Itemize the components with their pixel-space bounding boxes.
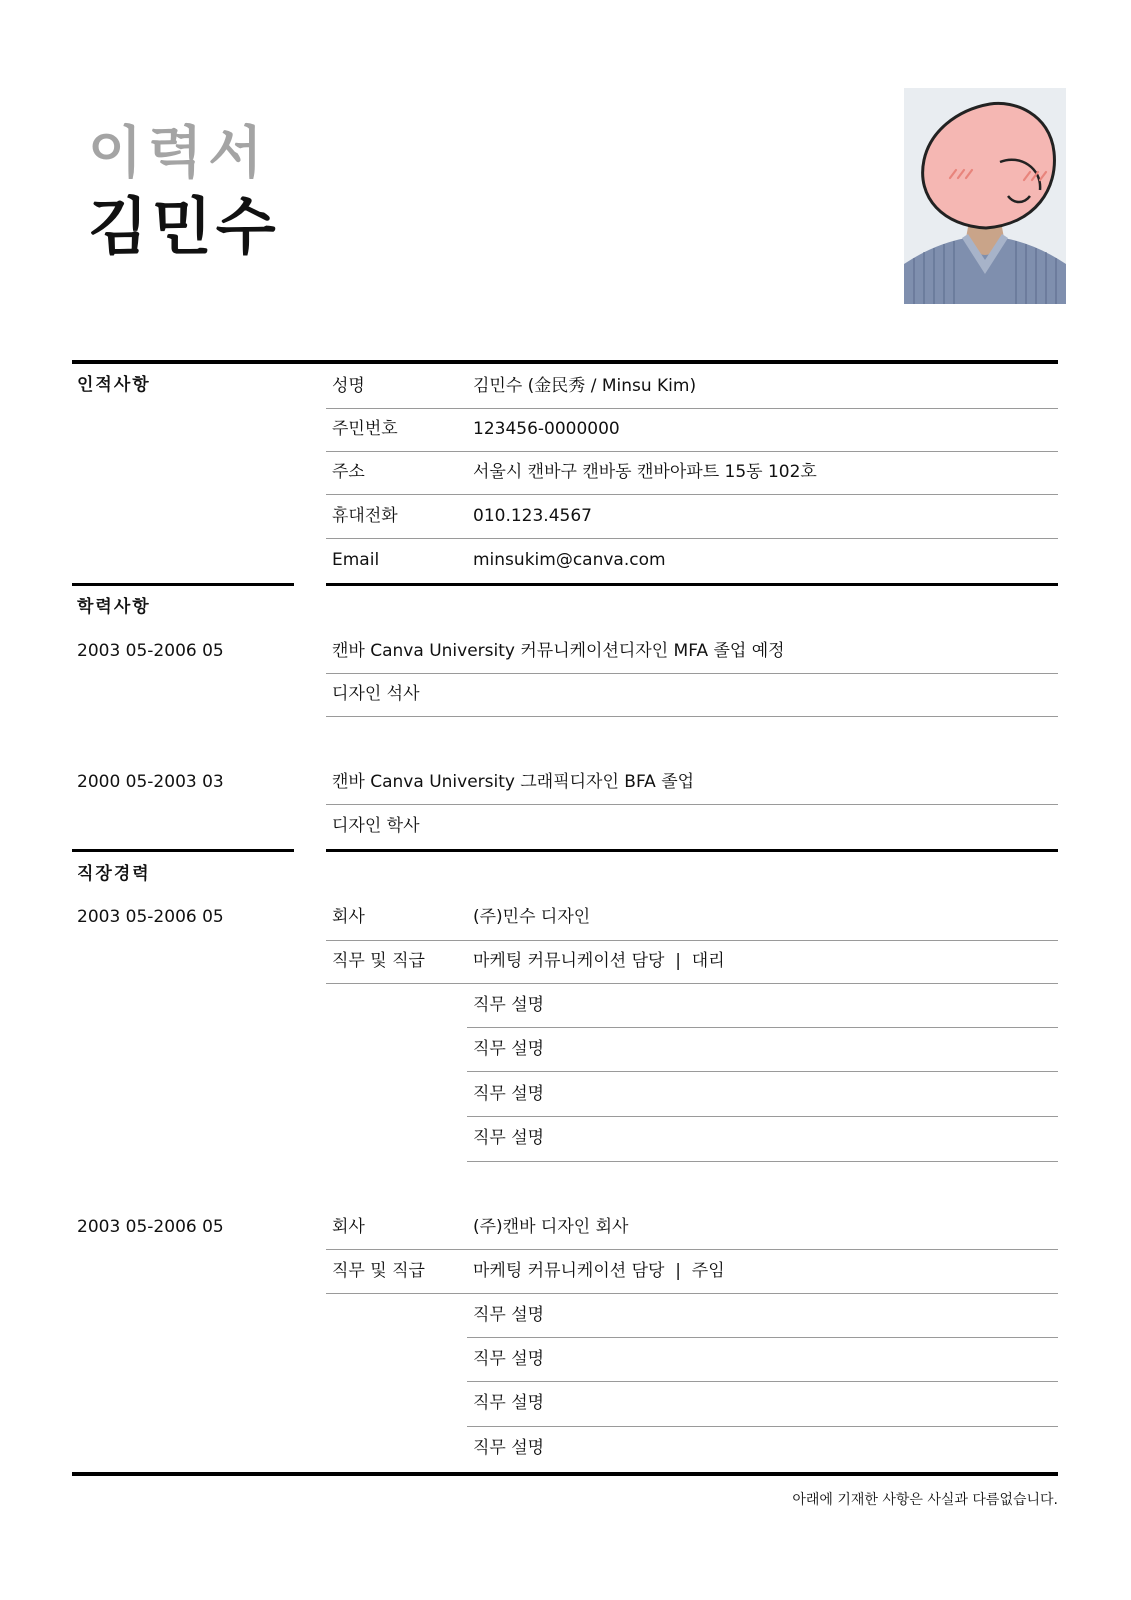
education-degree: 캔바 Canva University 그래픽디자인 BFA 졸업 (332, 772, 695, 792)
career-duty: 직무 설명 (473, 995, 545, 1015)
personal-label-phone: 휴대전화 (332, 506, 398, 526)
row-divider (326, 673, 1058, 674)
career-duty: 직무 설명 (473, 1084, 545, 1104)
education-period: 2003 05-2006 05 (77, 641, 224, 661)
career-duty: 직무 설명 (473, 1305, 545, 1325)
row-divider (326, 538, 1058, 539)
row-divider (467, 1116, 1058, 1117)
section-title-personal: 인적사항 (77, 375, 151, 395)
career-label-role: 직무 및 직급 (332, 1261, 425, 1281)
row-divider (326, 983, 1058, 984)
career-label-company: 회사 (332, 1217, 365, 1237)
career-duty: 직무 설명 (473, 1393, 545, 1413)
section-divider-left (72, 849, 294, 852)
personal-label-name: 성명 (332, 376, 365, 396)
personal-value-id: 123456-0000000 (473, 419, 620, 439)
career-role: 마케팅 커뮤니케이션 담당 | 대리 (473, 951, 725, 971)
row-divider (467, 1161, 1058, 1162)
row-divider (467, 1337, 1058, 1338)
career-role: 마케팅 커뮤니케이션 담당 | 주임 (473, 1261, 725, 1281)
education-degree: 캔바 Canva University 커뮤니케이션디자인 MFA 졸업 예정 (332, 641, 785, 661)
row-divider (326, 408, 1058, 409)
career-duty: 직무 설명 (473, 1349, 545, 1369)
section-title-education: 학력사항 (77, 597, 151, 617)
education-period: 2000 05-2003 03 (77, 772, 224, 792)
career-period: 2003 05-2006 05 (77, 1217, 224, 1237)
peach-face-icon (904, 88, 1066, 304)
row-divider (326, 494, 1058, 495)
section-divider-right (326, 849, 1058, 852)
row-divider (326, 716, 1058, 717)
career-label-company: 회사 (332, 907, 365, 927)
career-company: (주)캔바 디자인 회사 (473, 1217, 629, 1237)
education-degree-type: 디자인 석사 (332, 684, 420, 704)
applicant-name: 김민수 (88, 190, 280, 263)
career-company: (주)민수 디자인 (473, 907, 591, 927)
row-divider (326, 940, 1058, 941)
row-divider (326, 804, 1058, 805)
career-period: 2003 05-2006 05 (77, 907, 224, 927)
personal-value-name: 김민수 (金民秀 / Minsu Kim) (473, 376, 697, 396)
career-duty: 직무 설명 (473, 1039, 545, 1059)
section-divider-bottom (72, 1472, 1058, 1476)
declaration-text: 아래에 기재한 사항은 사실과 다름없습니다. (792, 1492, 1058, 1508)
personal-value-address: 서울시 캔바구 캔바동 캔바아파트 15동 102호 (473, 462, 817, 482)
row-divider (467, 1426, 1058, 1427)
row-divider (467, 1071, 1058, 1072)
row-divider (326, 1293, 1058, 1294)
row-divider (326, 1249, 1058, 1250)
personal-value-phone: 010.123.4567 (473, 506, 592, 526)
section-divider-top (72, 360, 1058, 364)
education-degree-type: 디자인 학사 (332, 816, 420, 836)
section-divider-right (326, 583, 1058, 586)
profile-photo (904, 88, 1066, 304)
section-title-career: 직장경력 (77, 864, 151, 884)
personal-label-id: 주민번호 (332, 419, 398, 439)
row-divider (326, 451, 1058, 452)
section-divider-left (72, 583, 294, 586)
career-duty: 직무 설명 (473, 1128, 545, 1148)
career-duty: 직무 설명 (473, 1438, 545, 1458)
row-divider (467, 1027, 1058, 1028)
career-label-role: 직무 및 직급 (332, 951, 425, 971)
personal-label-email: Email (332, 550, 380, 570)
row-divider (467, 1381, 1058, 1382)
document-title: 이력서 (88, 121, 269, 186)
personal-value-email[interactable]: minsukim@canva.com (473, 550, 666, 570)
personal-label-address: 주소 (332, 462, 365, 482)
